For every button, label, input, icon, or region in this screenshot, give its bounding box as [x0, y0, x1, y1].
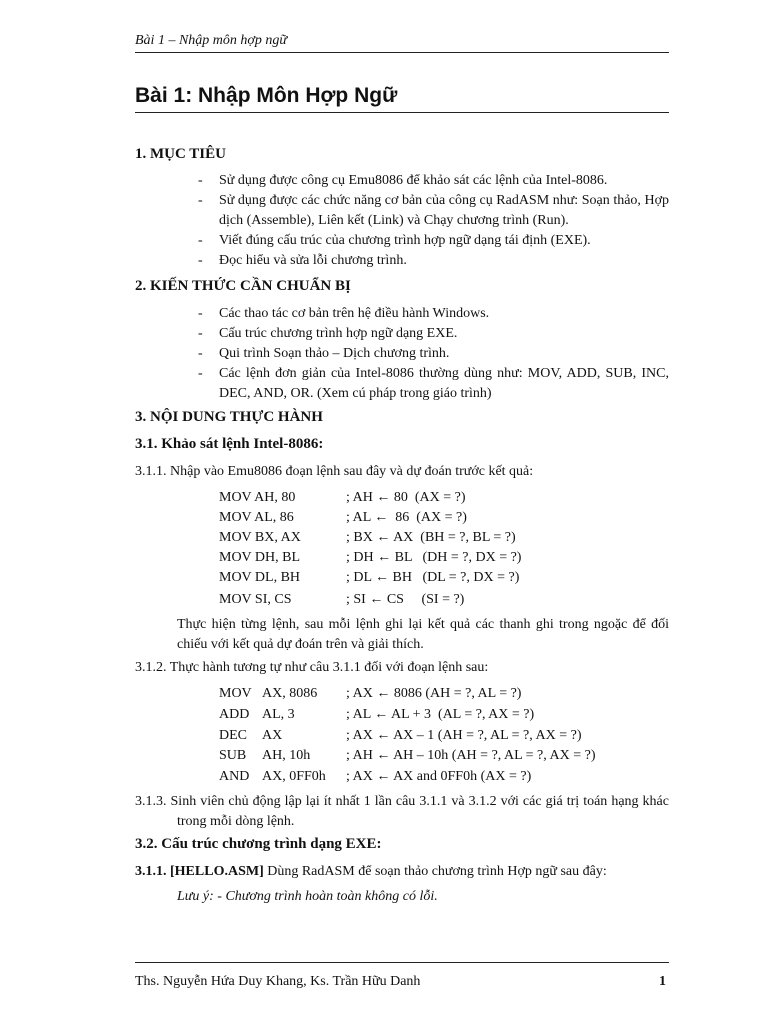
bullet-dash: - [198, 253, 203, 268]
list-item: Cấu trúc chương trình hợp ngữ dạng EXE. [219, 326, 458, 341]
list-item: Sử dụng được các chức năng cơ bản của công cụ RadASM như: Soạn thảo, Hợp dịch (Assemble), Liên kết (Link) và Chạy chương trình (Run). [219, 193, 669, 228]
code-instruction: MOV AH, 80 [219, 490, 296, 505]
code-operands: AX, 0FF0h [262, 769, 326, 784]
code-instruction: MOV SI, CS [219, 592, 292, 607]
page-title: Bài 1: Nhập Môn Hợp Ngữ [135, 84, 398, 107]
header-rule [135, 52, 669, 53]
section-heading-prerequisites: 2. KIẾN THỨC CẦN CHUẨN BỊ [135, 278, 351, 294]
bullet-dash: - [198, 173, 203, 188]
code-comment: ; BX ← AX (BH = ?, BL = ?) [346, 530, 516, 545]
bullet-dash: - [198, 366, 203, 381]
question-3-1-3 [135, 792, 669, 832]
question-3-1-3-text: 3.1.3. Sinh viên chủ động lập lại ít nhất 1 lần câu 3.1.1 và 3.1.2 với các giá trị toán hạng khác trong mỗi dòng lệnh. [135, 794, 669, 829]
bullet-dash: - [198, 326, 203, 341]
list-item: Các thao tác cơ bản trên hệ điều hành Windows. [219, 306, 490, 321]
bullet-dash: - [198, 233, 203, 248]
question-label: 3.1.1. [HELLO.ASM] [135, 864, 264, 879]
code-opcode: MOV [219, 686, 252, 701]
code-instruction: MOV AL, 86 [219, 510, 294, 525]
question-text: Dùng RadASM để soạn thảo chương trình Hợp ngữ sau đây: [263, 864, 607, 879]
bullet-dash: - [198, 346, 203, 361]
note-line: Lưu ý: - Chương trình hoàn toàn không có lỗi. [177, 889, 438, 904]
question-3-1-1: 3.1.1. Nhập vào Emu8086 đoạn lệnh sau đây và dự đoán trước kết quả: [135, 464, 534, 479]
instruction-note: Thực hiện từng lệnh, sau mỗi lệnh ghi lại kết quả các thanh ghi trong ngoặc để đối chiếu với kết quả dự đoán trên và giải thích. [177, 617, 669, 652]
code-comment: ; DL ← BH (DL = ?, DX = ?) [346, 570, 520, 585]
code-operands: AH, 10h [262, 748, 311, 763]
list-item: Đọc hiểu và sửa lỗi chương trình. [219, 253, 407, 268]
code-operands: AL, 3 [262, 707, 295, 722]
code-comment: ; DH ← BL (DH = ?, DX = ?) [346, 550, 522, 565]
code-comment: ; AH ← 80 (AX = ?) [346, 490, 466, 505]
code-opcode: SUB [219, 748, 247, 763]
page-number: 1 [659, 974, 666, 989]
footer-rule [135, 962, 669, 963]
subsection-heading-3-2: 3.2. Cấu trúc chương trình dạng EXE: [135, 836, 382, 852]
code-comment: ; AH ← AH – 10h (AH = ?, AL = ?, AX = ?) [346, 748, 596, 763]
code-comment: ; AX ← AX and 0FF0h (AX = ?) [346, 769, 532, 784]
list-item: Các lệnh đơn giản của Intel-8086 thường dùng như: MOV, ADD, SUB, INC, DEC, AND, OR. (Xem cú pháp trong giáo trình) [219, 366, 669, 401]
running-header: Bài 1 – Nhập môn hợp ngữ [135, 33, 287, 48]
list-item: Viết đúng cấu trúc của chương trình hợp ngữ dạng tái định (EXE). [219, 233, 591, 248]
code-comment: ; AL ← 86 (AX = ?) [346, 510, 467, 525]
code-operands: AX, 8086 [262, 686, 318, 701]
code-comment: ; AL ← AL + 3 (AL = ?, AX = ?) [346, 707, 535, 722]
code-comment: ; AX ← AX – 1 (AH = ?, AL = ?, AX = ?) [346, 728, 582, 743]
code-comment: ; AX ← 8086 (AH = ?, AL = ?) [346, 686, 522, 701]
code-instruction: MOV BX, AX [219, 530, 301, 545]
title-rule [135, 112, 669, 113]
list-item: Sử dụng được công cụ Emu8086 để khảo sát các lệnh của Intel-8086. [219, 173, 608, 188]
footer-authors: Ths. Nguyễn Hứa Duy Khang, Ks. Trần Hữu Danh [135, 974, 421, 989]
bullet-dash: - [198, 306, 203, 321]
code-instruction: MOV DL, BH [219, 570, 301, 585]
code-opcode: ADD [219, 707, 250, 722]
subsection-heading-3-1: 3.1. Khảo sát lệnh Intel-8086: [135, 436, 324, 452]
bullet-dash: - [198, 193, 203, 208]
code-instruction: MOV DH, BL [219, 550, 301, 565]
section-heading-practice: 3. NỘI DUNG THỰC HÀNH [135, 409, 323, 425]
list-item: Qui trình Soạn thảo – Dịch chương trình. [219, 346, 450, 361]
question-3-1-2: 3.1.2. Thực hành tương tự như câu 3.1.1 đối với đoạn lệnh sau: [135, 660, 489, 675]
code-comment: ; SI ← CS (SI = ?) [346, 592, 465, 607]
question-3-2-1 [135, 862, 607, 882]
code-opcode: DEC [219, 728, 247, 743]
code-operands: AX [262, 728, 283, 743]
section-heading-objectives: 1. MỤC TIÊU [135, 146, 226, 162]
code-opcode: AND [219, 769, 250, 784]
